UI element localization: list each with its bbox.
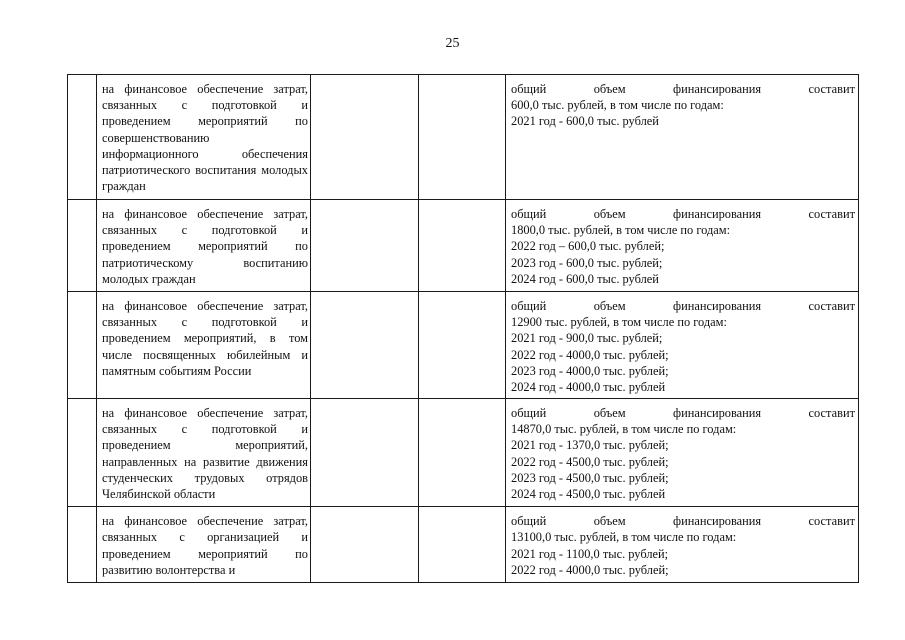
funding-cell [506,75,859,200]
empty-cell [419,399,506,507]
funding-cell [506,507,859,583]
funding-line: 12900 тыс. рублей, в том числе по годам: [511,315,727,330]
description-text: на финансовое обеспечение затрат, связанных с подготовкой и проведением мероприятий, в том числе посвященных юбилейным и памятным событиям России [102,299,308,378]
description-cell [97,507,311,583]
empty-cell [311,75,419,200]
funding-line: 2021 год - 1370,0 тыс. рублей; [511,438,669,453]
funding-line: 2024 год - 4500,0 тыс. рублей [511,487,666,502]
description-cell [97,200,311,292]
empty-cell [311,292,419,399]
description-text: на финансовое обеспечение затрат, связанных с подготовкой и проведением мероприятий по патриотическому воспитанию молодых граждан [102,207,308,286]
funding-line: 2021 год - 1100,0 тыс. рублей; [511,546,669,561]
empty-cell [419,507,506,583]
table-row [68,399,859,507]
table-row [68,507,859,583]
description-text: на финансовое обеспечение затрат, связанных с организацией и проведением мероприятий по развитию волонтерства и [102,514,308,577]
funding-line: 2021 год - 900,0 тыс. рублей; [511,331,663,346]
funding-line: 1800,0 тыс. рублей, в том числе по годам: [511,223,731,238]
funding-cell [506,292,859,399]
row-number-cell [68,292,97,399]
empty-cell [311,399,419,507]
page-number: 25 [445,36,460,51]
table-row [68,75,859,200]
empty-cell [311,200,419,292]
funding-line: 2022 год - 4000,0 тыс. рублей; [511,562,669,577]
empty-cell [419,200,506,292]
funding-head: общий объем финансирования составит [511,299,855,314]
empty-cell [419,75,506,200]
funding-line: 2023 год - 4500,0 тыс. рублей; [511,470,669,485]
funding-line: 2023 год - 600,0 тыс. рублей; [511,255,663,270]
row-number-cell [68,75,97,200]
funding-line: 2022 год – 600,0 тыс. рублей; [511,239,665,254]
funding-head: общий объем финансирования составит [511,82,855,96]
funding-line: 2021 год - 600,0 тыс. рублей [511,114,659,129]
funding-head: общий объем финансирования составит [511,406,855,421]
funding-line: 2022 год - 4500,0 тыс. рублей; [511,454,669,469]
empty-cell [419,292,506,399]
funding-line: 13100,0 тыс. рублей, в том числе по годам: [511,530,737,545]
description-cell [97,292,311,399]
row-number-cell [68,507,97,583]
row-number-cell [68,200,97,292]
funding-cell [506,200,859,292]
funding-line: 2022 год - 4000,0 тыс. рублей; [511,347,669,362]
funding-line: 2024 год - 4000,0 тыс. рублей [511,380,666,395]
description-text: на финансовое обеспечение затрат, связанных с подготовкой и проведением мероприятий, направленных на развитие движения студенческих трудовых отрядов Челябинской области [102,406,308,502]
funding-line: 2023 год - 4000,0 тыс. рублей; [511,363,669,378]
funding-table [67,74,859,583]
funding-head: общий объем финансирования составит [511,207,855,221]
empty-cell [311,507,419,583]
description-cell [97,75,311,200]
funding-line: 14870,0 тыс. рублей, в том числе по годам: [511,422,737,437]
description-cell [97,399,311,507]
funding-cell [506,399,859,507]
funding-line: 600,0 тыс. рублей, в том числе по годам: [511,98,724,113]
funding-line: 2024 год - 600,0 тыс. рублей [511,271,659,286]
table-row [68,292,859,399]
description-text: на финансовое обеспечение затрат, связанных с подготовкой и проведением мероприятий по совершенствованию информационного обеспечения патриотического воспитания молодых граждан [102,82,308,194]
table-row [68,200,859,292]
row-number-cell [68,399,97,507]
funding-head: общий объем финансирования составит [511,514,855,529]
